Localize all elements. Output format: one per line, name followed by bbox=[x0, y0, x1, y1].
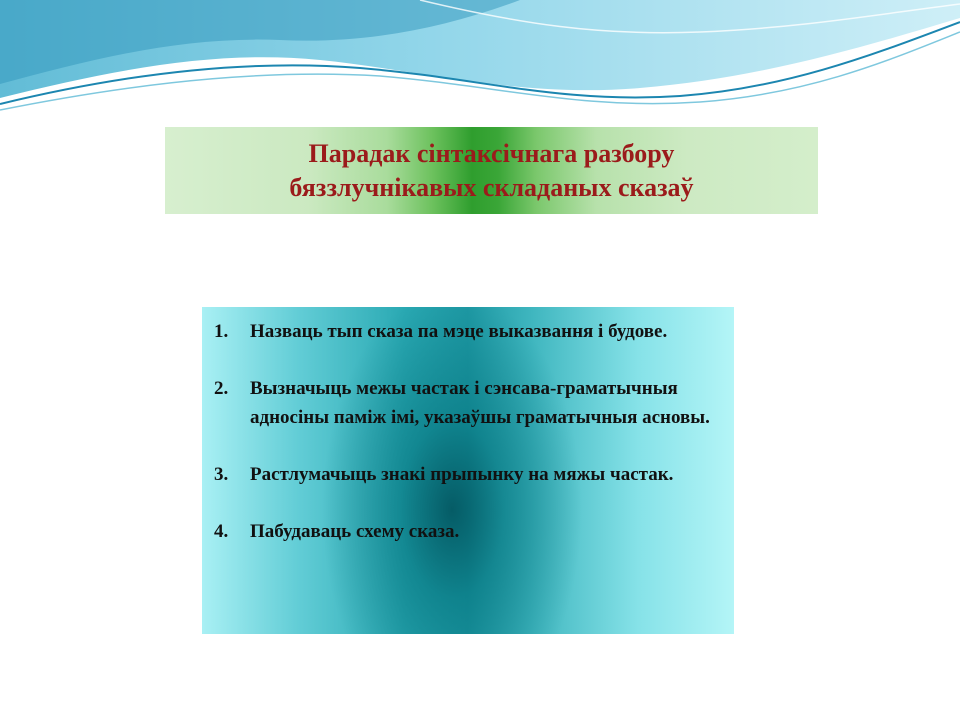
step-number: 4. bbox=[214, 521, 229, 542]
step-number: 2. bbox=[214, 378, 229, 399]
step-item-4 bbox=[214, 517, 720, 546]
step-text: Назваць тып сказа па мэце выказвання і будове. bbox=[250, 321, 668, 342]
step-number: 1. bbox=[214, 321, 229, 342]
steps-box bbox=[202, 307, 734, 634]
slide-title-box bbox=[165, 127, 818, 214]
step-text: Пабудаваць схему сказа. bbox=[250, 521, 460, 542]
slide-title-line-1: Парадак сінтаксічнага разбору bbox=[308, 138, 675, 168]
step-item-1 bbox=[214, 317, 720, 346]
slide-title-line-2: бяззлучнікавых складаных сказаў bbox=[289, 172, 694, 202]
step-number: 3. bbox=[214, 464, 229, 485]
step-text: Вызначыць межы частак і сэнсава-граматычныя адносіны паміж імі, указаўшы граматычныя асновы. bbox=[250, 378, 710, 428]
wave-header-decoration bbox=[0, 0, 960, 120]
step-text: Растлумачыць знакі прыпынку на мяжы частак. bbox=[250, 464, 674, 485]
step-item-3 bbox=[214, 460, 720, 489]
step-item-2 bbox=[214, 374, 720, 432]
steps-list bbox=[214, 317, 720, 546]
